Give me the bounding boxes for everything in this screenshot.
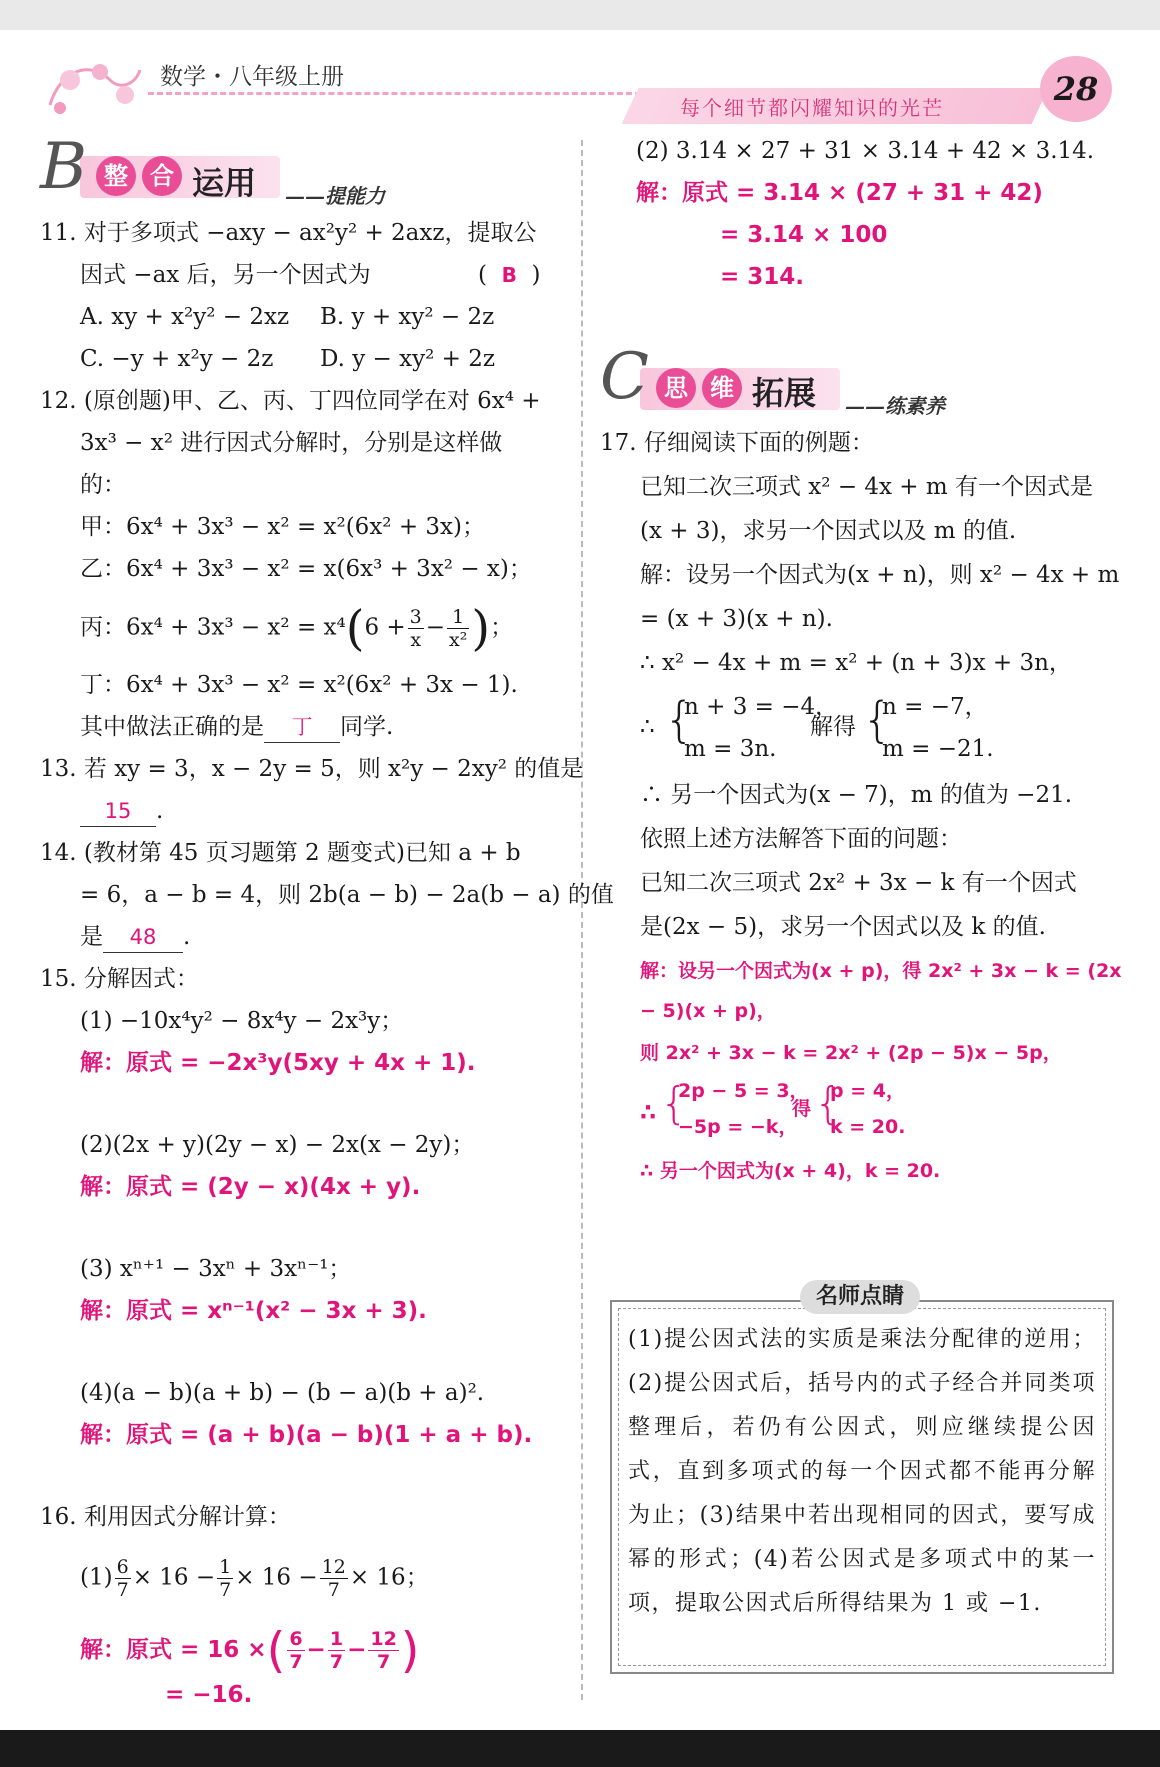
q17-line-5: ∴ x² − 4x + m = x² + (n + 3)x + 3n， (640, 650, 1072, 676)
q12-stem-2: 3x³ − x² 进行因式分解时，分别是这样做 (80, 430, 503, 456)
section-b-bubble-1: 整 (96, 156, 136, 196)
q17-answer-brace-2: { (814, 1078, 842, 1129)
page-number: 28 (1053, 70, 1099, 108)
q16-answer-1-result: = −16. (165, 1682, 253, 1708)
section-b-subtitle: ——提能力 (285, 184, 385, 208)
q17-answer-get: 得 (792, 1098, 812, 1120)
q17-system-brace-2: { (862, 692, 893, 748)
q16-answer-2-line-2: = 3.14 × 100 (720, 222, 888, 248)
q11-option-d: D. y − xy² + 2z (320, 346, 495, 372)
q11-option-c: C. −y + x²y − 2z (80, 346, 274, 372)
q17-line-7: 依照上述方法解答下面的问题： (640, 826, 962, 852)
header-subject: 数学・八年级上册 (160, 64, 344, 90)
q17-answer-sys1-b: −5p = −k， (678, 1116, 798, 1138)
section-c-bubble-2: 维 (702, 368, 742, 408)
q11-stem-2: 因式 −ax 后，另一个因式为 (80, 262, 371, 288)
q15-answer-1: 解：原式 = −2x³y(5xy + 4x + 1). (80, 1050, 476, 1076)
q17-answer-therefore: ∴ (640, 1100, 657, 1126)
section-b-bubble-2: 合 (142, 156, 182, 196)
floral-ornament-icon (40, 50, 150, 120)
q12-conclusion-pre: 其中做法正确的是 (80, 714, 264, 740)
page-number-badge (1040, 56, 1112, 122)
q15-part-1: (1) −10x⁴y² − 8x⁴y − 2x³y； (80, 1008, 404, 1034)
q17-sys1-a: n + 3 = −4， (684, 694, 839, 720)
q17-line-6: ∴ 另一个因式为(x − 7)，m 的值为 −21. (640, 782, 1073, 808)
q17-sys2-a: n = −7， (882, 694, 988, 720)
q13-answer-blank: 15 (80, 796, 156, 827)
section-b-title: 运用 (192, 164, 257, 202)
bottom-bar (0, 1730, 1160, 1767)
q12-stem-1: 12. (原创题)甲、乙、丙、丁四位同学在对 6x⁴ + (40, 388, 541, 414)
q17-answer-4: ∴ 另一个因式为(x + 4)，k = 20. (640, 1160, 941, 1182)
q11-answer-bracket: ( B ) (478, 262, 541, 288)
q17-solve: 解得 (810, 714, 856, 740)
q17-line-4: = (x + 3)(x + n). (640, 606, 833, 632)
q17-answer-1: 解：设另一个因式为(x + p)，得 2x² + 3x − k = (2x (640, 960, 1122, 982)
section-c-title: 拓展 (752, 374, 817, 412)
section-c-letter: C (600, 340, 649, 414)
q16-answer-2-line-3: = 314. (720, 264, 805, 290)
q17-answer-sys1-a: 2p − 5 = 3， (678, 1080, 809, 1102)
q11-answer: B (501, 263, 517, 287)
column-divider (581, 140, 583, 1700)
q17-sys2-b: m = −21. (882, 736, 994, 762)
top-bar (0, 0, 1160, 30)
q12-bing-frac-2: $\frac{1}{\text{x²}}$ (449, 606, 468, 651)
q15-part-4: (4)(a − b)(a + b) − (b − a)(b + a)². (80, 1380, 485, 1406)
q17-line-2: (x + 3)，求另一个因式以及 m 的值. (640, 518, 1017, 544)
q11-option-a: A. xy + x²y² − 2xz (80, 304, 290, 330)
q13-answer-line (80, 796, 163, 827)
q12-jia: 甲：6x⁴ + 3x³ − x² = x²(6x² + 3x)； (80, 514, 485, 540)
q17-answer-sys2-b: k = 20. (830, 1116, 906, 1138)
header-slogan: 每个细节都闪耀知识的光芒 (680, 96, 944, 120)
q12-bing-minus: − (425, 614, 446, 641)
q12-bing-end: ； (490, 614, 514, 641)
q17-stem: 17. 仔细阅读下面的例题： (600, 430, 874, 456)
q12-conclusion (80, 712, 393, 743)
tip-text: (1)提公因式法的实质是乘法分配律的逆用；(2)提公因式后，括号内的式子经合并同类项整理后，若仍有公因式，则应继续提公因式，直到多项式的每一个因式都不能再分解为止；(3)结果中若出现相同的因式，要写成幂的形式；(4)若公因式是多项式中的某一项，提取公因式后所得结果为 1 或 −1. (628, 1327, 1096, 1616)
q12-bing-prefix: 丙：6x⁴ + 3x³ − x² = x⁴ (80, 614, 346, 641)
q14-answer-blank: 48 (103, 922, 183, 953)
section-c-subtitle: ——练素养 (845, 394, 945, 418)
tip-title: 名师点睛 (800, 1280, 920, 1314)
q12-conclusion-post: 同学. (340, 714, 394, 740)
q17-answer-3: 则 2x² + 3x − k = 2x² + (2p − 5)x − 5p， (640, 1042, 1062, 1064)
q17-line-1: 已知二次三项式 x² − 4x + m 有一个因式是 (640, 474, 1094, 500)
q17-line-8: 已知二次三项式 2x² + 3x − k 有一个因式 (640, 870, 1077, 896)
q14-answer-line (80, 922, 190, 953)
q12-yi: 乙：6x⁴ + 3x³ − x² = x(6x³ + 3x² − x)； (80, 556, 532, 582)
q13-end: . (156, 798, 164, 824)
q15-answer-2: 解：原式 = (2y − x)(4x + y). (80, 1174, 421, 1200)
q12-ding: 丁：6x⁴ + 3x³ − x² = x²(6x² + 3x − 1). (80, 672, 518, 698)
q13-stem: 13. 若 xy = 3，x − 2y = 5，则 x²y − 2xy² 的值是 (40, 756, 584, 782)
q16-answer-1: 解：原式 = 16 ×( $\frac{6}{7}$ − $\frac{1}{7}$ − $\frac{12}{7}$ ) (80, 1622, 420, 1679)
q11-stem-1: 11. 对于多项式 −axy − ax²y² + 2axz，提取公 (40, 220, 537, 246)
q15-answer-4: 解：原式 = (a + b)(a − b)(1 + a + b). (80, 1422, 533, 1448)
q12-bing: 丙：6x⁴ + 3x³ − x² = x⁴(6 + $\frac{3}{x}$ − $\frac{1}{\text{x²}}$ )； (80, 600, 514, 657)
q14-pre: 是 (80, 924, 103, 950)
q16-answer-2-line-1: 解：原式 = 3.14 × (27 + 31 + 42) (636, 180, 1043, 206)
section-c-bubble-1: 思 (656, 368, 696, 408)
q12-bing-a: 6 + (364, 614, 406, 641)
q17-answer-sys2-a: p = 4， (830, 1080, 905, 1102)
q12-answer-blank: 丁 (264, 712, 340, 743)
section-b-letter: B (40, 130, 88, 204)
q17-sys1-b: m = 3n. (684, 736, 777, 762)
q12-bing-frac-1: $\frac{3}{x}$ (409, 606, 422, 651)
q16-part-2: (2) 3.14 × 27 + 31 × 3.14 + 42 × 3.14. (636, 138, 1095, 164)
q17-system-therefore: ∴ (640, 714, 655, 740)
q17-system-brace-1: { (664, 692, 695, 748)
q16-stem: 16. 利用因式分解计算： (40, 1504, 291, 1530)
q17-line-3: 解：设另一个因式为(x + n)，则 x² − 4x + m (640, 562, 1120, 588)
q11-option-b: B. y + xy² − 2z (320, 304, 495, 330)
q12-stem-3: 的： (80, 472, 126, 498)
q16-part-1: (1) $\frac{6}{7}$ × 16 − $\frac{1}{7}$ × 16 − $\frac{12}{7}$ × 16； (80, 1556, 429, 1601)
q15-part-3: (3) xⁿ⁺¹ − 3xⁿ + 3xⁿ⁻¹； (80, 1256, 352, 1282)
q14-stem-1: 14. (教材第 45 页习题第 2 题变式)已知 a + b (40, 840, 521, 866)
header-divider (148, 92, 668, 95)
q15-part-2: (2)(2x + y)(2y − x) − 2x(x − 2y)； (80, 1132, 475, 1158)
q15-stem: 15. 分解因式： (40, 966, 199, 992)
q14-end: . (183, 924, 191, 950)
q15-answer-3: 解：原式 = xⁿ⁻¹(x² − 3x + 3). (80, 1298, 427, 1324)
q14-stem-2: = 6，a − b = 4，则 2b(a − b) − 2a(b − a) 的值 (80, 882, 614, 908)
q17-line-9: 是(2x − 5)，求另一个因式以及 k 的值. (640, 914, 1046, 940)
q17-answer-brace-1: { (660, 1078, 688, 1129)
q17-answer-2: − 5)(x + p)， (640, 1000, 776, 1022)
